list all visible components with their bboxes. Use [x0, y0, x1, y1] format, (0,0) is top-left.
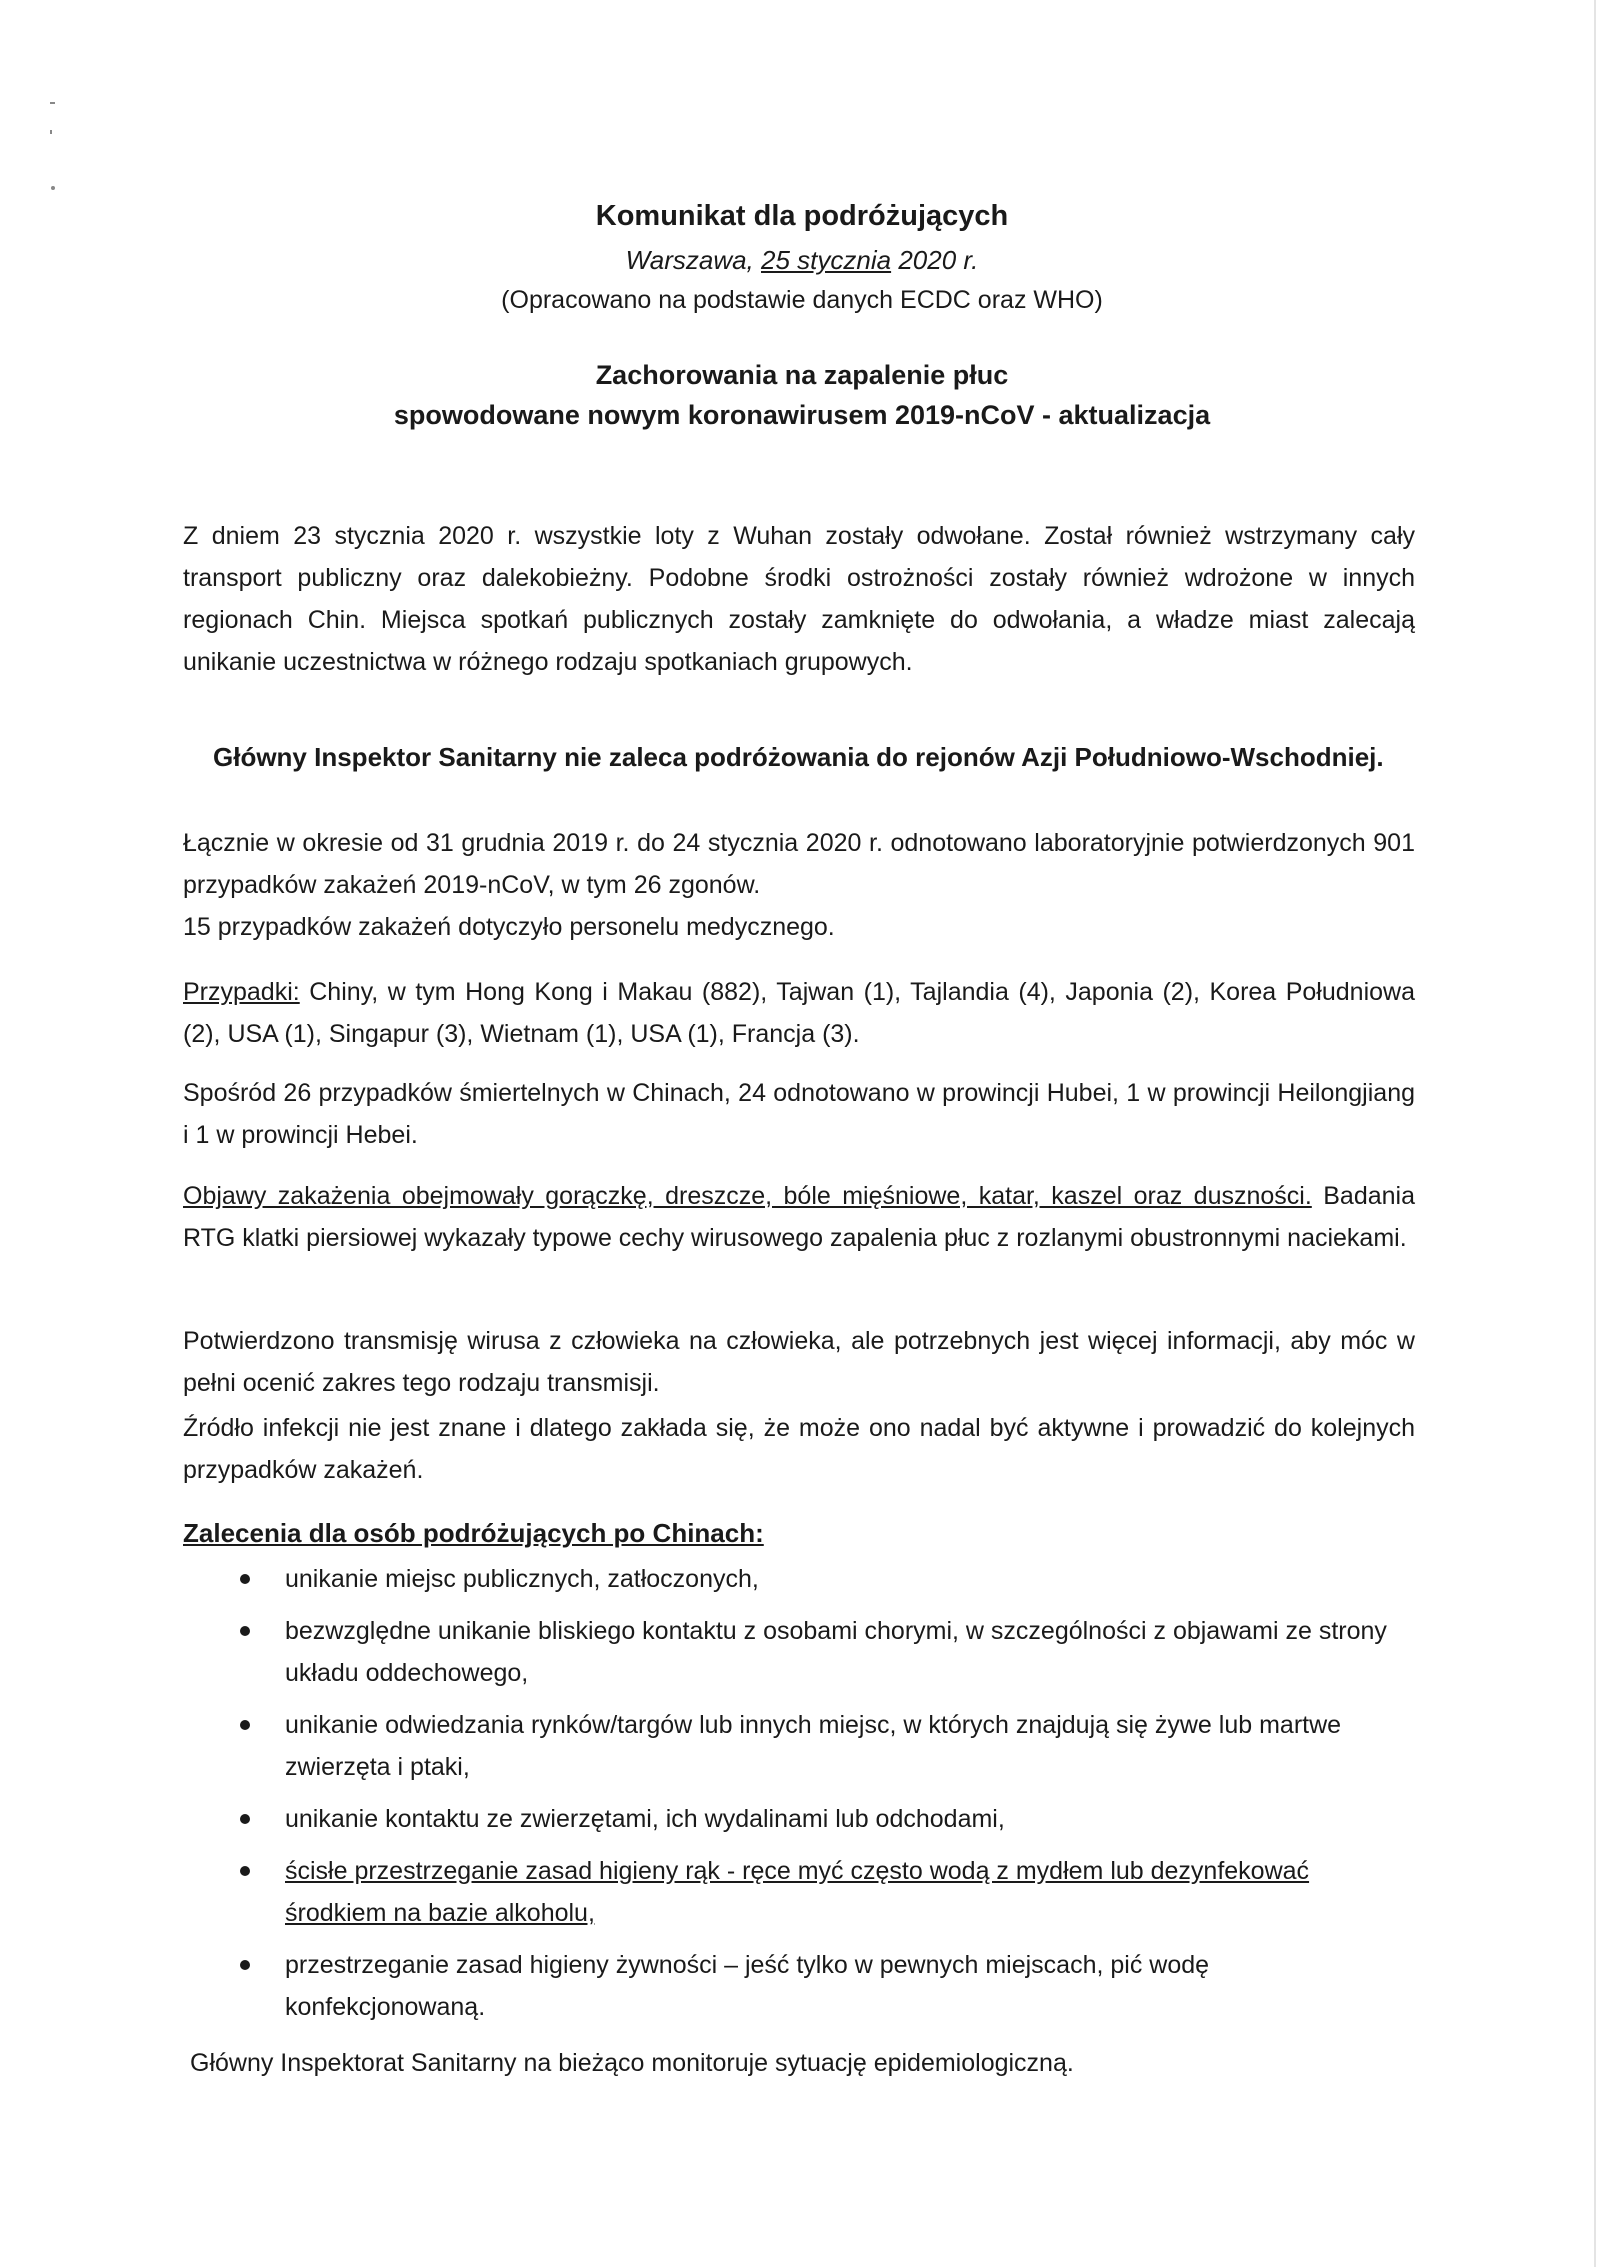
document-date — [0, 245, 1604, 276]
document-heading-line1: Zachorowania na zapalenie płuc — [595, 360, 1009, 390]
list-item: ścisłe przestrzeganie zasad higieny rąk - ręce myć często wodą z mydłem lub dezynfekować środkiem na bazie alkoholu, — [240, 1850, 1410, 1934]
list-item: unikanie odwiedzania rynków/targów lub innych miejsc, w których znajdują się żywe lub martwe zwierzęta i ptaki, — [240, 1704, 1410, 1788]
paragraph-deaths: Spośród 26 przypadków śmiertelnych w Chinach, 24 odnotowano w prowincji Hubei, 1 w prowincji Heilongjiang i 1 w prowincji Hebei. — [183, 1079, 1415, 1149]
scan-speck — [50, 130, 52, 134]
bullet-icon — [240, 1960, 250, 1970]
paragraph-symptoms — [183, 1175, 1415, 1259]
bullet-icon — [240, 1574, 250, 1584]
paragraph-cases — [183, 971, 1415, 1055]
recommendations-list — [240, 1558, 1410, 2038]
paragraph-medical-staff: 15 przypadków zakażeń dotyczyło personelu medycznego. — [183, 913, 835, 941]
bullet-icon — [240, 1866, 250, 1876]
symptoms-rest: Badania RTG klatki piersiowej wykazały typowe cechy wirusowego zapalenia płuc z rozlanymi obustronnymi naciekami. — [183, 1182, 1415, 1252]
cases-text: Chiny, w tym Hong Kong i Makau (882), Tajwan (1), Tajlandia (4), Japonia (2), Korea Południowa (2), USA (1), Singapur (3), Wietnam (1), USA (1), Francja (3). — [183, 978, 1415, 1048]
paragraph-transmission: Potwierdzono transmisję wirusa z człowieka na człowieka, ale potrzebnych jest więcej informacji, aby móc w pełni ocenić zakres tego rodzaju transmisji. — [183, 1327, 1415, 1397]
recommendations-heading: Zalecenia dla osób podróżujących po Chinach: — [183, 1518, 764, 1548]
closing-statement: Główny Inspektorat Sanitarny na bieżąco monitoruje sytuację epidemiologiczną. — [190, 2049, 1074, 2077]
list-item: bezwzględne unikanie bliskiego kontaktu z osobami chorymi, w szczególności z objawami ze strony układu oddechowego, — [240, 1610, 1410, 1694]
document-title: Komunikat dla podróżujących — [595, 200, 1009, 232]
list-item: unikanie kontaktu ze zwierzętami, ich wydalinami lub odchodami, — [240, 1798, 1410, 1840]
bullet-icon — [240, 1626, 250, 1636]
list-item: przestrzeganie zasad higieny żywności – jeść tylko w pewnych miejscach, pić wodę konfekcjonowaną. — [240, 1944, 1410, 2028]
list-item: unikanie miejsc publicznych, zatłoczonych, — [240, 1558, 1410, 1600]
date-underlined: 25 stycznia — [761, 245, 892, 275]
date-place: Warszawa, — [625, 245, 762, 275]
bullet-icon — [240, 1814, 250, 1824]
scan-edge-line — [1594, 0, 1596, 2267]
paragraph-flights: Z dniem 23 stycznia 2020 r. wszystkie loty z Wuhan zostały odwołane. Został również wstrzymany cały transport publiczny oraz dalekobieżny. Podobne środki ostrożności zostały również wdrożone w innych regionach Chin. Miejsca spotkań publicznych zostały zamknięte do odwołania, a władze miast zalecają unikanie uczestnictwa w różnego rodzaju spotkaniach grupowych. — [183, 522, 1415, 676]
date-year: 2020 r. — [891, 245, 979, 275]
paragraph-infection-source: Źródło infekcji nie jest znane i dlatego zakłada się, że może ono nadal być aktywne i prowadzić do kolejnych przypadków zakażeń. — [183, 1414, 1415, 1484]
paragraph-totals: Łącznie w okresie od 31 grudnia 2019 r. do 24 stycznia 2020 r. odnotowano laboratoryjnie potwierdzonych 901 przypadków zakażeń 2019-nCoV, w tym 26 zgonów. — [183, 829, 1415, 899]
paragraph-gis-advice: Główny Inspektor Sanitarny nie zaleca podróżowania do rejonów Azji Południowo-Wschodniej. — [213, 742, 1384, 772]
symptoms-underlined: Objawy zakażenia obejmowały gorączkę, dreszcze, bóle mięśniowe, katar, kaszel oraz duszności. — [183, 1182, 1312, 1210]
scan-speck — [51, 186, 55, 190]
document-heading-line2: spowodowane nowym koronawirusem 2019-nCoV - aktualizacja — [393, 400, 1211, 430]
cases-label: Przypadki: — [183, 978, 300, 1006]
bullet-icon — [240, 1720, 250, 1730]
scan-speck — [50, 102, 55, 104]
document-source: (Opracowano na podstawie danych ECDC oraz WHO) — [501, 286, 1103, 314]
